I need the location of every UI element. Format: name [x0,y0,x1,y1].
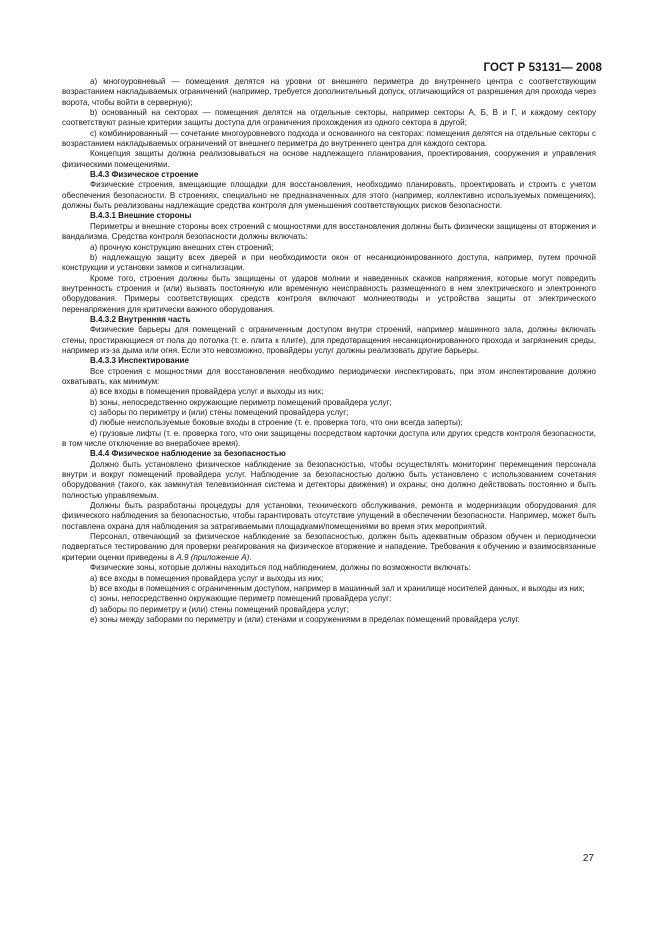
paragraph [62,563,596,573]
paragraph [62,222,596,243]
paragraph [62,615,596,625]
paragraph [62,149,596,170]
section-heading [62,211,596,221]
paragraph [62,584,596,594]
paragraph [62,594,596,604]
paragraph [62,108,596,129]
paragraph [62,574,596,584]
paragraph [62,274,596,315]
paragraph-text: Концепция защиты должна реализовываться на основе надлежащего планирования, проектирования, сооружения и управления физическими помещениями. [62,149,596,169]
section-heading [62,170,596,180]
paragraph-text: В.4.3.2 Внутренняя часть [90,314,191,324]
paragraph-text: е) грузовые лифты (т. е. проверка того, что они защищены посредством карточки доступа или других средств контроля безопасности, в том числе отключение во внерабочее время). [62,428,596,449]
paragraph-text: b) все входы в помещения с ограниченным доступом, например в машинный зал и хранилище носителей данных, и выходы из них; [90,583,585,593]
paragraph-text: В.4.3.1 Внешние стороны [90,211,192,221]
paragraph-text: Должно быть установлено физическое наблюдение за безопасностью, чтобы осуществлять мониторинг перемещения персонала внутри и вокруг помещений провайдера услуг. Наблюдение за безопасностью должно быть установлено с использованием сочетания оборудования (такого, как замкнутая телевизионная система и детекторы движения) и охраны; оно должно действовать постоянно и быть полностью управляемым. [62,459,596,500]
paragraph-text: b) надлежащую защиту всех дверей и при необходимости окон от несанкционированного доступа, например, путем прочной конструкции и установки замков и сигнализации. [62,252,596,273]
paragraph-text: с) зоны, непосредственно окружающие периметр помещений провайдера услуг; [90,594,392,604]
paragraph-text: с) заборы по периметру и (или) стены помещений провайдера услуг; [90,408,349,417]
paragraph-text: Периметры и внешние стороны всех строений с мощностями для восстановления должны быть физически защищены от вторжения и вандализма. Средства контроля безопасности должны включать: [62,221,596,242]
paragraph [62,408,596,418]
paragraph [62,501,596,532]
paragraph [62,325,596,356]
paragraph [62,398,596,408]
paragraph [62,532,596,563]
section-heading [62,356,596,366]
paragraph [62,77,596,108]
paragraph-text: а) все входы в помещения провайдера услуг и выходы из них; [90,573,324,583]
paragraph-text: В.4.3.3 Инспектирование [90,356,189,366]
cross-reference: А.9 (приложение А) [176,552,250,562]
paragraph-end: . [249,552,252,562]
paragraph-text: d) заборы по периметру и (или) стены помещений провайдера услуг; [90,604,349,614]
paragraph-text: В.4.4 Физическое наблюдение за безопасностью [90,449,286,459]
paragraph-text: Должны быть разработаны процедуры для установки, технического обслуживания, ремонта и модернизации оборудования для физического наблюдения за безопасностью, чтобы гарантировать отсутствие упущений в обеспечении безопасности. Например, может быть поставлена охрана для наблюдения за затрагиваемыми площадками/помещениями во время этих мероприятий. [62,501,596,531]
paragraph [62,460,596,501]
paragraph [62,129,596,150]
paragraph-text: е) зоны между заборами по периметру и (или) стенами и сооружениями в пределах помещений провайдера услуг. [90,614,520,624]
paragraph-text: b) зоны, непосредственно окружающие периметр помещений провайдера услуг; [90,397,392,407]
paragraph [62,253,596,274]
paragraph-text: Физические зоны, которые должны находиться под наблюдением, должны по возможности включать: [90,563,471,573]
paragraph-text: d) любые неиспользуемые боковые входы в строение (т. е. проверка того, что они всегда заперты); [90,418,463,428]
paragraph-text: Физические строения, вмещающие площадки для восстановления, необходимо планировать, проектировать и строить с учетом обеспечения безопасности. В строениях, специально не предназначенных для этого (например, коллективно используемых помещениях), должны быть реализованы надлежащие средства контроля для уменьшения соответствующих рисков безопасности. [62,180,596,211]
paragraph [62,418,596,428]
paragraph-text: Персонал, отвечающий за физическое наблюдение за безопасностью, должен быть адекватным образом обучен и периодически подвергаться тестированию для проверки реагирования на физическое вторжение и нападение. Требования к обучению и взаимосвязанные критерии оценки приведены в [62,532,596,562]
paragraph-text: Физические барьеры для помещений с ограниченным доступом внутри строений, например машинного зала, должны включать стены, простирающиеся от пола до потолка (т. е. плита к плите), для предотвращения несанкционированного прохода и загрязнения среды, например из-за дыма или огня. Если это невозможно, провайдеры услуг должны реализовать другие барьеры. [62,325,596,355]
document-body [62,77,596,625]
paragraph [62,387,596,397]
section-heading [62,315,596,325]
paragraph-text: В.4.3 Физическое строение [90,170,199,180]
paragraph-text: а) все входы в помещения провайдера услуг и выходы из них; [90,387,324,397]
paragraph-text: b) основанный на секторах — помещения делятся на отдельные секторы, например секторы А, Б, В и Г, и каждому сектору соответствуют разные критерии защиты доступа для ограничения прохождения из одного сектора в другой; [62,108,596,128]
paragraph-text: а) многоуровневый — помещения делятся на уровни от внешнего периметра до внутреннего центра с соответствующим возрастанием накладываемых ограничений (например, требуется дополнительный допуск, отличающийся от разрешения для прохода через ворота, чтобы войти в серверную); [62,77,596,107]
paragraph-text: Кроме того, строения должны быть защищены от ударов молнии и наведенных скачков напряжения, которые могут повредить внутренность строения и (или) вызвать постоянную или временную неисправность размещенного в нем электрического и электронного оборудования. Примеры соответствующих средств контроля включают молниеотводы и устройства защиты от электрического перенапряжения для критически важного оборудования. [62,273,596,314]
paragraph [62,429,596,450]
section-heading [62,449,596,459]
paragraph-text: а) прочную конструкцию внешних стен строений; [90,242,274,252]
document-standard-id: ГОСТ Р 53131— 2008 [483,62,602,74]
paragraph [62,367,596,388]
paragraph [62,243,596,253]
paragraph [62,180,596,211]
paragraph [62,605,596,615]
paragraph-text: Все строения с мощностями для восстановления необходимо периодически инспектировать, при этом инспектирование должно охватывать, как минимум: [62,366,596,386]
page-number: 27 [582,853,594,864]
paragraph-text: с) комбинированный — сочетание многоуровневого подхода и основанного на секторах: помещения делятся на отдельные секторы с возрастанием накладываемых ограничений от внешнего периметра до внутреннего центра для каждого сектора. [62,128,596,149]
